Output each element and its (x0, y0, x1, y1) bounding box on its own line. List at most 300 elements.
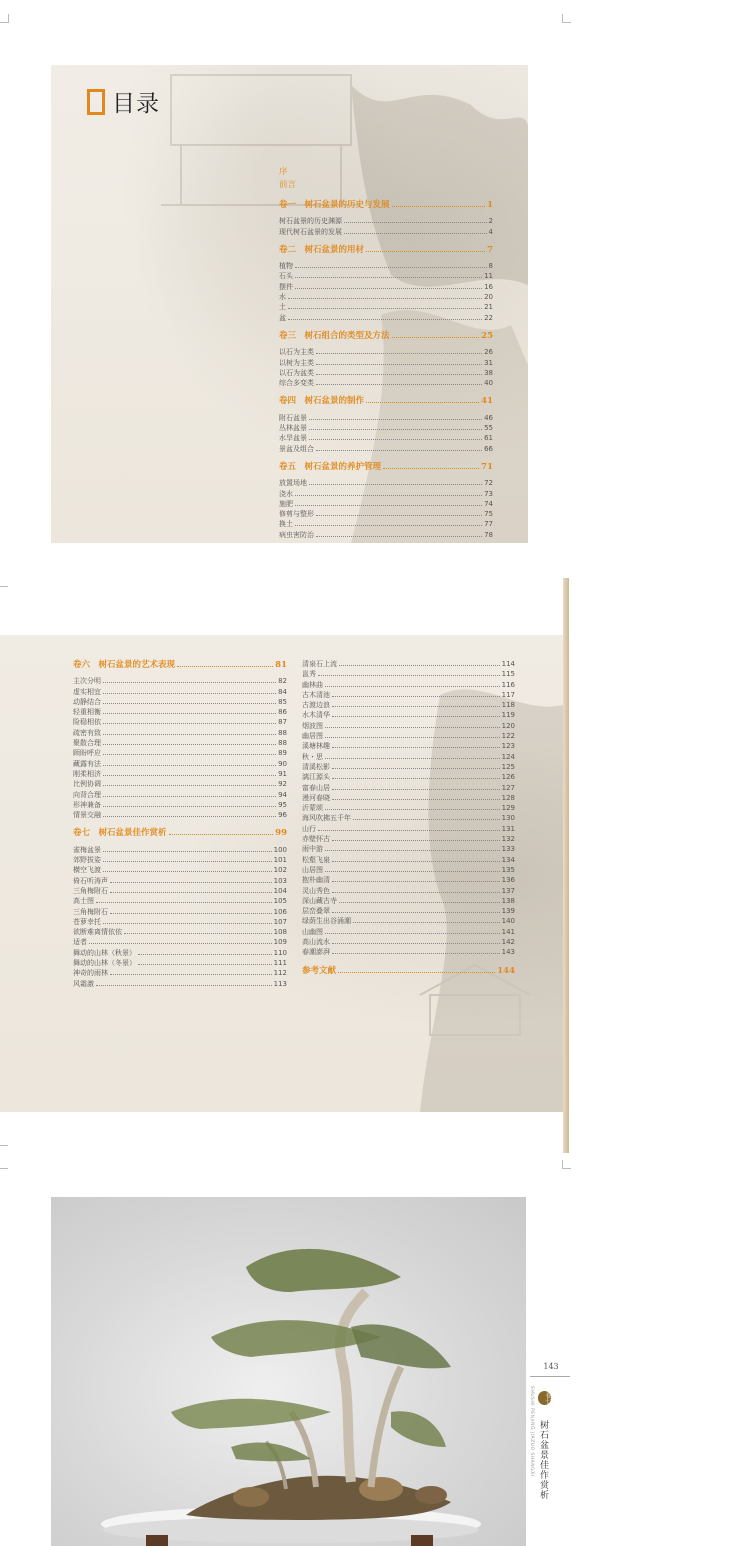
toc-entry-page: 122 (501, 732, 515, 741)
page-number: 143 (543, 1362, 559, 1371)
toc-entry[interactable] (73, 676, 287, 686)
toc-entry-page: 138 (501, 896, 515, 905)
toc-entry-title: 舞动的山林（秋景） (73, 948, 136, 957)
dot-leader (316, 530, 482, 537)
toc-entry-title: 刚柔相济 (73, 769, 101, 778)
toc-entry-title: 向背合理 (73, 790, 101, 799)
toc-entry-page: 82 (278, 677, 287, 686)
toc-entry-page: 129 (501, 804, 515, 813)
toc-entry[interactable] (73, 779, 287, 789)
toc-entry-page: 96 (278, 811, 287, 820)
toc-entry-page: 106 (273, 907, 287, 916)
toc-entry[interactable] (302, 793, 515, 803)
toc-entry-title: 山居图 (302, 865, 323, 874)
toc-entry-page: 4 (488, 227, 493, 236)
toc-entry[interactable] (279, 509, 493, 519)
toc-entry[interactable] (73, 759, 287, 769)
toc-entry[interactable] (279, 413, 493, 423)
toc-entry[interactable] (302, 824, 515, 834)
toc-entry-title: 附石盆景 (279, 413, 307, 422)
toc-entry[interactable] (73, 958, 287, 968)
dot-leader (332, 700, 500, 707)
toc-entry-page: 114 (501, 660, 515, 668)
toc-entry[interactable] (302, 865, 515, 875)
toc-entry-title: 幽居图 (302, 732, 323, 741)
toc-entry-page: 72 (484, 479, 493, 488)
dot-leader (332, 855, 500, 862)
toc-entry-title: 郊野拔姿 (73, 856, 101, 865)
toc-entry-title: 幽林曲 (302, 680, 323, 689)
toc-entry[interactable] (73, 968, 287, 978)
toc-entry[interactable] (302, 875, 515, 885)
toc-entry[interactable] (73, 896, 287, 906)
dot-leader (288, 302, 482, 309)
toc-entry-page: 16 (484, 282, 493, 291)
toc-entry-page: 107 (273, 917, 287, 926)
toc-column-volume-7-continued (302, 659, 515, 982)
toc-entry-page: 108 (273, 928, 287, 937)
dot-leader (332, 783, 500, 790)
toc-entry[interactable] (73, 927, 287, 937)
dot-leader (366, 396, 479, 403)
toc-entry[interactable] (279, 227, 493, 237)
toc-section-page: 7 (487, 244, 493, 255)
toc-entry-title: 溪塘林趣 (302, 742, 330, 751)
toc-entry-title: 山行 (302, 824, 316, 833)
dot-leader (138, 948, 272, 955)
toc-entry-page: 100 (273, 845, 287, 854)
toc-entry-title: 舞动的山林（冬景） (73, 959, 136, 968)
toc-entry[interactable] (302, 731, 515, 741)
dot-leader (332, 710, 500, 717)
toc-entry[interactable] (302, 721, 515, 731)
dot-leader (103, 800, 276, 807)
toc-entry[interactable] (73, 937, 287, 947)
toc-entry[interactable] (73, 790, 287, 800)
dot-leader (295, 261, 487, 268)
toc-section-title: 参考文献 (302, 965, 337, 976)
dot-leader (339, 659, 500, 666)
toc-entry-page: 73 (484, 489, 493, 498)
toc-entry[interactable] (302, 906, 515, 916)
toc-entry-title: 富春山居 (302, 783, 330, 792)
toc-entry-title: 倚石听涛声 (73, 876, 108, 885)
toc-entry-page: 105 (273, 897, 287, 906)
dot-leader (288, 313, 482, 320)
dot-leader (110, 968, 272, 975)
toc-entry-title: 以树为主类 (279, 358, 314, 367)
toc-section-page: 1 (487, 200, 493, 210)
dot-leader (325, 731, 500, 738)
toc-entry-page: 102 (273, 866, 287, 875)
toc-page-1 (51, 65, 528, 543)
toc-entry-title: 以石为主类 (279, 348, 314, 357)
toc-entry-title: 虚实相宜 (73, 687, 101, 696)
toc-entry[interactable] (302, 937, 515, 947)
toc-entry-page: 75 (484, 510, 493, 519)
toc-entry[interactable] (302, 752, 515, 762)
toc-entry[interactable] (279, 216, 493, 226)
toc-entry-title: 以石为盆类 (279, 368, 314, 377)
toc-entry[interactable] (302, 772, 515, 782)
toc-entry[interactable] (302, 927, 515, 937)
toc-entry-page: 117 (501, 690, 515, 699)
toc-entry[interactable] (279, 489, 493, 499)
toc-section-heading[interactable] (279, 245, 493, 255)
toc-entry-title: 形神兼备 (73, 800, 101, 809)
toc-entry-title: 树石盆景的历史渊源 (279, 217, 342, 226)
toc-entry[interactable] (279, 499, 493, 509)
toc-entry[interactable] (279, 271, 493, 281)
toc-entry[interactable] (302, 690, 515, 700)
toc-entry[interactable] (302, 855, 515, 865)
toc-entry-page: 87 (278, 718, 287, 727)
toc-entry[interactable] (302, 896, 515, 906)
toc-entry[interactable] (279, 423, 493, 433)
toc-entry-title: 秋・思 (302, 752, 323, 761)
dot-leader (103, 917, 272, 924)
toc-entry[interactable] (73, 810, 287, 820)
toc-entry-title: 水旱盆景 (279, 434, 307, 443)
dot-leader (332, 772, 500, 779)
toc-entry[interactable] (279, 347, 493, 357)
dot-leader (325, 803, 500, 810)
dot-leader (318, 824, 500, 831)
dot-leader (332, 947, 500, 954)
dot-leader (309, 423, 482, 430)
dot-leader (103, 855, 272, 862)
toc-column-volume-1-5 (279, 166, 493, 540)
dot-leader (295, 271, 482, 278)
orange-frame-icon (87, 89, 105, 115)
toc-entry-title: 藏露有法 (73, 759, 101, 768)
toc-section-title: 卷五 树石盆景的养护管理 (279, 461, 382, 472)
toc-entry-page: 143 (501, 948, 515, 957)
toc-section-heading[interactable] (73, 828, 287, 838)
toc-entry[interactable] (73, 886, 287, 896)
toc-entry-page: 101 (273, 856, 287, 865)
dot-leader (103, 790, 276, 797)
dot-leader (309, 478, 482, 485)
toc-section-heading[interactable] (73, 660, 287, 670)
toc-section-title: 卷三 树石组合的类型及方法 (279, 330, 390, 341)
toc-entry-title: 轻重相衡 (73, 708, 101, 717)
dot-leader (103, 676, 276, 683)
dot-leader (103, 759, 276, 766)
dot-leader (288, 292, 482, 299)
toc-entry-title: 石头 (279, 272, 293, 281)
dot-leader (383, 462, 479, 469)
toc-entry-title: 情景交融 (73, 811, 101, 820)
toc-entry-page: 109 (273, 938, 287, 947)
toc-entry[interactable] (73, 707, 287, 717)
dot-leader (96, 896, 272, 903)
toc-section-heading[interactable] (302, 966, 515, 976)
toc-entry[interactable] (73, 917, 287, 927)
dot-leader (325, 752, 500, 759)
toc-entry[interactable] (279, 378, 493, 388)
toc-preface[interactable]: 序 (279, 167, 288, 177)
toc-section-heading[interactable] (279, 396, 493, 406)
dot-leader (332, 834, 500, 841)
toc-page-2 (0, 635, 563, 1112)
toc-entry[interactable] (73, 738, 287, 748)
toc-entry[interactable] (73, 687, 287, 697)
dot-leader (325, 844, 500, 851)
toc-section-page: 81 (275, 660, 287, 670)
toc-entry-title: 浇水 (279, 489, 293, 498)
dot-leader (344, 227, 487, 234)
toc-entry-page: 139 (501, 907, 515, 916)
toc-entry-page: 123 (501, 742, 515, 751)
dot-leader (332, 886, 500, 893)
toc-entry[interactable] (302, 916, 515, 926)
toc-entry-page: 66 (484, 444, 493, 453)
dot-leader (332, 875, 500, 882)
toc-entry-page: 55 (484, 424, 493, 433)
toc-entry-page: 22 (484, 313, 493, 322)
dot-leader (325, 865, 500, 872)
dot-leader (309, 433, 482, 440)
toc-entry[interactable] (279, 261, 493, 271)
toc-entry-title: 烟波图 (302, 721, 323, 730)
toc-entry[interactable] (73, 748, 287, 758)
toc-entry-page: 104 (273, 886, 287, 895)
toc-entry-title: 适者 (73, 938, 87, 947)
toc-entry-page: 141 (501, 927, 515, 936)
toc-entry-page: 26 (484, 348, 493, 357)
toc-entry[interactable] (73, 717, 287, 727)
chapter-romanization: SHUSHI PENJING JIAZUO SHANGXI (529, 1386, 534, 1477)
dot-leader (295, 499, 482, 506)
toc-entry-page: 133 (501, 845, 515, 854)
dot-leader (332, 937, 500, 944)
toc-entry[interactable] (302, 844, 515, 854)
toc-entry-title: 水 (279, 293, 286, 302)
toc-entry-page: 85 (278, 697, 287, 706)
toc-entry-page: 120 (501, 721, 515, 730)
toc-entry[interactable] (279, 530, 493, 540)
toc-entry-title: 综合多变类 (279, 379, 314, 388)
dot-leader (103, 769, 276, 776)
toc-entry[interactable] (279, 358, 493, 368)
toc-entry-page: 92 (278, 780, 287, 789)
toc-entry-page: 126 (501, 773, 515, 782)
toc-entry-title: 绿荫生出谷涌潮 (302, 917, 351, 926)
toc-entry-page: 135 (501, 865, 515, 874)
toc-entry[interactable] (279, 368, 493, 378)
dot-leader (103, 707, 276, 714)
toc-entry[interactable] (302, 700, 515, 710)
dot-leader (110, 876, 272, 883)
divider (530, 1376, 570, 1377)
toc-entry[interactable] (73, 948, 287, 958)
toc-entry-page: 2 (488, 217, 493, 226)
toc-entry-title: 清泉石上流 (302, 660, 337, 668)
book-spine (563, 578, 569, 1153)
toc-entry-title: 古渡边浪 (302, 701, 330, 710)
toc-section-title: 卷一 树石盆景的历史与发展 (279, 200, 390, 210)
toc-entry-page: 110 (273, 948, 287, 957)
chapter-title-vertical: 树石盆景佳作赏析 (538, 1420, 548, 1500)
dot-leader (103, 845, 272, 852)
dot-leader (110, 886, 272, 893)
toc-entry[interactable] (73, 845, 287, 855)
toc-entry-page: 74 (484, 499, 493, 508)
toc-section-title: 卷四 树石盆景的制作 (279, 396, 365, 407)
dot-leader (103, 697, 276, 704)
toc-entry-title: 深山藏古寺 (302, 896, 337, 905)
toc-entry-title: 顾盼呼应 (73, 749, 101, 758)
toc-entry[interactable] (279, 433, 493, 443)
toc-entry[interactable] (302, 762, 515, 772)
dot-leader (325, 721, 500, 728)
toc-entry[interactable] (302, 680, 515, 690)
toc-entry-page: 115 (501, 670, 515, 679)
toc-entry-page: 132 (501, 835, 515, 844)
toc-foreword[interactable]: 前言 (279, 180, 297, 190)
toc-entry-title: 苍萝幸托 (73, 917, 101, 926)
toc-entry-page: 77 (484, 520, 493, 529)
toc-section-title: 卷六 树石盆景的艺术表现 (73, 660, 176, 670)
toc-entry[interactable] (73, 800, 287, 810)
toc-section-heading[interactable] (279, 462, 493, 472)
dot-leader (353, 916, 500, 923)
dot-leader (316, 347, 482, 354)
toc-entry[interactable] (279, 282, 493, 292)
toc-entry[interactable] (302, 669, 515, 679)
toc-entry-title: 灵山秀色 (302, 886, 330, 895)
dot-leader (332, 690, 500, 697)
dot-leader (138, 958, 272, 965)
toc-entry-title: 雀梅盆景 (73, 845, 101, 854)
toc-entry-title: 放置场地 (279, 479, 307, 488)
toc-entry-title: 抱朴幽清 (302, 876, 330, 885)
dot-leader (103, 717, 276, 724)
toc-entry-title: 山幽图 (302, 927, 323, 936)
dot-leader (316, 444, 482, 451)
toc-entry-title: 修剪与整形 (279, 510, 314, 519)
crop-mark (0, 14, 9, 23)
toc-entry[interactable] (302, 741, 515, 751)
dot-leader (325, 927, 500, 934)
toc-section-heading[interactable] (279, 200, 493, 210)
toc-entry[interactable] (279, 519, 493, 529)
toc-section-title: 卷二 树石盆景的用材 (279, 244, 365, 255)
toc-entry[interactable] (302, 710, 515, 720)
toc-section-page: 99 (275, 828, 287, 839)
toc-entry-title: 春潮澎湃 (302, 948, 330, 957)
toc-entry-page: 131 (501, 824, 515, 833)
toc-entry-title: 风霜激 (73, 979, 94, 988)
toc-entry[interactable] (73, 865, 287, 875)
toc-entry-page: 112 (273, 969, 287, 978)
dot-leader (353, 813, 500, 820)
toc-entry[interactable] (73, 979, 287, 989)
toc-section-title: 卷七 树石盆景佳作赏析 (73, 828, 167, 839)
toc-entry-title: 施肥 (279, 499, 293, 508)
toc-entry-page: 88 (278, 728, 287, 737)
toc-entry-title: 古木清池 (302, 690, 330, 699)
toc-entry-title: 土 (279, 303, 286, 312)
toc-entry[interactable] (73, 907, 287, 917)
toc-entry-title: 盆 (279, 313, 286, 322)
toc-entry-title: 欲断难离情依依 (73, 928, 122, 937)
toc-entry-page: 91 (278, 769, 287, 778)
toc-entry[interactable] (73, 855, 287, 865)
dot-leader (316, 358, 482, 365)
crop-mark (0, 578, 8, 587)
toc-entry[interactable] (279, 292, 493, 302)
dot-leader (392, 200, 486, 207)
dot-leader (103, 748, 276, 755)
dot-leader (169, 828, 274, 835)
toc-section-page: 144 (497, 965, 515, 976)
toc-entry[interactable] (302, 947, 515, 957)
toc-entry-page: 88 (278, 739, 287, 748)
dot-leader (103, 810, 276, 817)
dot-leader (316, 509, 482, 516)
dot-leader (366, 245, 485, 252)
dot-leader (177, 660, 273, 667)
toc-entry-page: 11 (484, 272, 493, 281)
toc-entry-page: 40 (484, 379, 493, 388)
dot-leader (392, 331, 480, 338)
toc-entry-page: 111 (273, 959, 287, 968)
toc-section-page: 41 (481, 396, 493, 407)
dot-leader (103, 738, 276, 745)
toc-entry-page: 142 (501, 938, 515, 947)
toc-entry[interactable] (73, 769, 287, 779)
dot-leader (103, 779, 276, 786)
toc-entry[interactable] (279, 444, 493, 454)
toc-title: 目录 (112, 91, 160, 117)
dot-leader (96, 979, 272, 986)
toc-entry-page: 118 (501, 701, 515, 710)
toc-entry[interactable] (279, 313, 493, 323)
toc-entry[interactable] (73, 876, 287, 886)
toc-entry[interactable] (73, 728, 287, 738)
toc-entry-title: 三角梅附石 (73, 907, 108, 916)
toc-entry[interactable] (302, 803, 515, 813)
toc-entry-title: 高士图 (73, 897, 94, 906)
dot-leader (124, 927, 272, 934)
bonsai-photo-illustration (51, 1197, 526, 1546)
toc-entry-title: 动静结合 (73, 697, 101, 706)
toc-entry-page: 125 (501, 762, 515, 771)
toc-section-heading[interactable] (279, 331, 493, 341)
dot-leader (316, 378, 482, 385)
toc-entry-title: 险稳相依 (73, 718, 101, 727)
toc-entry[interactable] (279, 478, 493, 488)
toc-entry-page: 130 (501, 814, 515, 823)
toc-entry-page: 86 (278, 708, 287, 717)
toc-entry[interactable] (302, 659, 515, 669)
toc-entry[interactable] (302, 834, 515, 844)
toc-entry-page: 20 (484, 293, 493, 302)
toc-entry-title: 疏密有致 (73, 728, 101, 737)
dot-leader (332, 793, 500, 800)
toc-entry-page: 134 (501, 855, 515, 864)
toc-entry[interactable] (302, 886, 515, 896)
toc-entry[interactable] (302, 783, 515, 793)
toc-entry[interactable] (279, 302, 493, 312)
toc-entry-page: 140 (501, 917, 515, 926)
toc-entry[interactable] (73, 697, 287, 707)
dot-leader (339, 896, 500, 903)
toc-entry-title: 清溪松影 (302, 762, 330, 771)
toc-entry[interactable] (302, 813, 515, 823)
